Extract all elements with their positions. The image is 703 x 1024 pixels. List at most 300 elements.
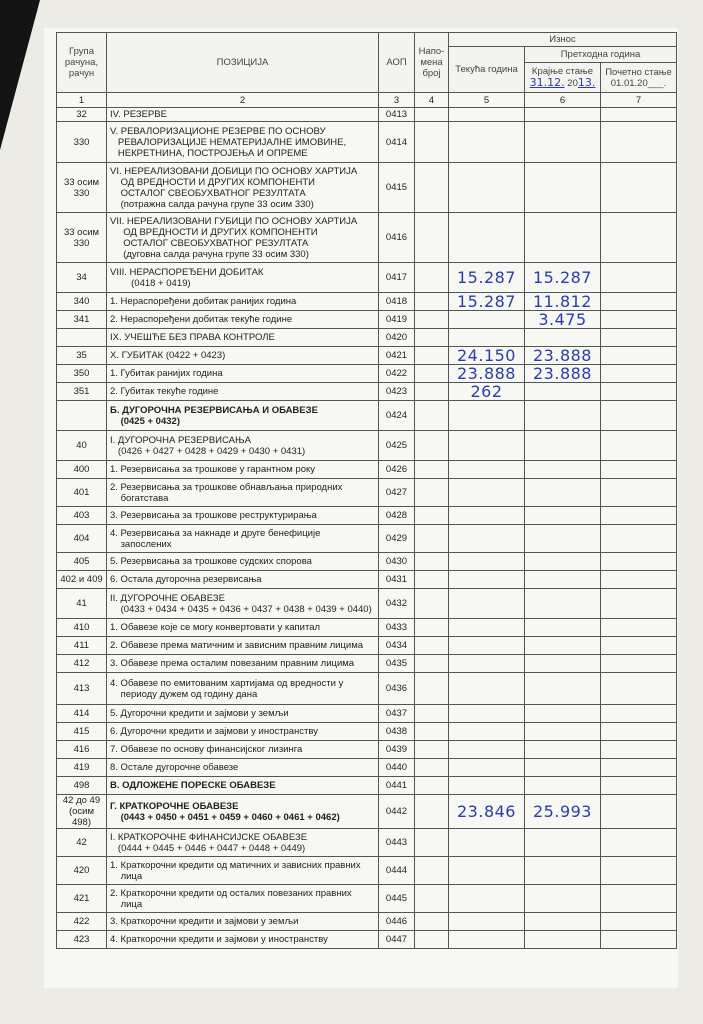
end-state-date-handwritten: 31.12. (529, 76, 565, 89)
row-position-label: 1. Губитак ранијих година (107, 365, 379, 383)
row-aop-code: 0444 (379, 857, 415, 885)
row-aop-code: 0445 (379, 885, 415, 913)
row-current-year-value (449, 525, 525, 553)
row-note (415, 213, 449, 263)
row-position-label: I. КРАТКОРОЧНЕ ФИНАНСИЈСКЕ ОБАВЕЗЕ (0444 + 0445 + 0446 + 0447 + 0448 + 0449) (107, 829, 379, 857)
row-position-label: 1. Краткорочни кредити од матичних и зависних правних лица (107, 857, 379, 885)
row-note (415, 365, 449, 383)
end-state-year-prefix: 20 (567, 78, 578, 89)
table-row (57, 365, 677, 383)
row-previous-year-end-value (525, 431, 601, 461)
header-note: Напо- мена број (415, 33, 449, 93)
row-position-label: 6. Дугорочни кредити и зајмови у иностранству (107, 723, 379, 741)
row-aop-code: 0430 (379, 553, 415, 571)
row-previous-year-end-value (525, 723, 601, 741)
row-previous-year-end-value (525, 637, 601, 655)
row-position-label: 6. Остала дугорочна резервисања (107, 571, 379, 589)
row-previous-year-end-value (525, 655, 601, 673)
row-current-year-value (449, 479, 525, 507)
row-note (415, 293, 449, 311)
row-aop-code: 0424 (379, 401, 415, 431)
row-current-year-value (449, 931, 525, 949)
row-position-label: 2. Резервисања за трошкове обнављања природних богатстава (107, 479, 379, 507)
row-current-year-value: 262 (449, 383, 525, 401)
row-previous-year-begin-value (601, 829, 677, 857)
row-previous-year-end-value (525, 213, 601, 263)
table-row (57, 293, 677, 311)
row-current-year-value (449, 329, 525, 347)
row-group-code: 330 (57, 122, 107, 163)
row-group-code: 402 и 409 (57, 571, 107, 589)
row-previous-year-end-value (525, 913, 601, 931)
row-previous-year-end-value (525, 857, 601, 885)
row-position-label: 5. Резервисања за трошкове судских спорова (107, 553, 379, 571)
table-row (57, 777, 677, 795)
row-note (415, 461, 449, 479)
row-position-label: VI. НЕРЕАЛИЗОВАНИ ДОБИЦИ ПО ОСНОВУ ХАРТИЈА ОД ВРЕДНОСТИ И ДРУГИХ КОМПОНЕНТИ ОСТАЛОГ СВЕОБУХВАТНОГ РЕЗУЛТАТА (потражна салда рачуна групе 33 осим 330) (107, 163, 379, 213)
row-group-code: 33 осим 330 (57, 163, 107, 213)
table-row (57, 673, 677, 705)
row-aop-code: 0433 (379, 619, 415, 637)
row-aop-code: 0434 (379, 637, 415, 655)
row-previous-year-begin-value (601, 329, 677, 347)
row-previous-year-begin-value (601, 525, 677, 553)
row-group-code: 498 (57, 777, 107, 795)
row-previous-year-end-value (525, 741, 601, 759)
row-position-label: 4. Обавезе по емитованим хартијама од вредности у периоду дужем од годину дана (107, 673, 379, 705)
row-position-label: IX. УЧЕШЋЕ БЕЗ ПРАВА КОНТРОЛЕ (107, 329, 379, 347)
row-previous-year-begin-value (601, 213, 677, 263)
row-current-year-value (449, 673, 525, 705)
row-note (415, 431, 449, 461)
row-note (415, 401, 449, 431)
row-previous-year-begin-value (601, 705, 677, 723)
header-group: Група рачуна, рачун (57, 33, 107, 93)
row-current-year-value (449, 401, 525, 431)
row-previous-year-end-value: 23.888 (525, 347, 601, 365)
row-note (415, 108, 449, 122)
table-row (57, 263, 677, 293)
row-current-year-value (449, 885, 525, 913)
row-previous-year-begin-value (601, 163, 677, 213)
row-position-label: 4. Резервисања за накнаде и друге бенефиције запослених (107, 525, 379, 553)
table-row (57, 913, 677, 931)
row-position-label: 1. Обавезе које се могу конвертовати у капитал (107, 619, 379, 637)
row-group-code: 416 (57, 741, 107, 759)
row-previous-year-begin-value (601, 795, 677, 829)
row-note (415, 741, 449, 759)
table-row (57, 108, 677, 122)
row-previous-year-begin-value (601, 885, 677, 913)
end-state-prefix: Крајње стање (531, 66, 594, 77)
row-position-label: VII. НЕРЕАЛИЗОВАНИ ГУБИЦИ ПО ОСНОВУ ХАРТИЈА ОД ВРЕДНОСТИ И ДРУГИХ КОМПОНЕНТИ ОСТАЛОГ СВЕОБУХВАТНОГ РЕЗУЛТАТА (дуговна салда рачуна групе 33 осим 330) (107, 213, 379, 263)
row-current-year-value (449, 723, 525, 741)
row-previous-year-begin-value (601, 723, 677, 741)
row-previous-year-begin-value (601, 122, 677, 163)
row-previous-year-begin-value (601, 741, 677, 759)
row-aop-code: 0416 (379, 213, 415, 263)
row-previous-year-begin-value (601, 619, 677, 637)
row-position-label: 2. Краткорочни кредити од осталих повезаних правних лица (107, 885, 379, 913)
row-position-label: 2. Обавезе према матичним и зависним правним лицима (107, 637, 379, 655)
table-row (57, 553, 677, 571)
row-note (415, 525, 449, 553)
row-previous-year-end-value (525, 829, 601, 857)
column-number: 3 (379, 93, 415, 108)
row-note (415, 589, 449, 619)
header-aop: АОП (379, 33, 415, 93)
row-aop-code: 0443 (379, 829, 415, 857)
row-note (415, 829, 449, 857)
row-aop-code: 0431 (379, 571, 415, 589)
row-previous-year-end-value (525, 461, 601, 479)
row-previous-year-begin-value (601, 913, 677, 931)
row-previous-year-end-value (525, 705, 601, 723)
row-previous-year-begin-value (601, 479, 677, 507)
table-body (57, 108, 677, 949)
table-row (57, 829, 677, 857)
row-group-code: 404 (57, 525, 107, 553)
row-previous-year-end-value: 11.812 (525, 293, 601, 311)
row-position-label: Б. ДУГОРОЧНА РЕЗЕРВИСАЊА И ОБАВЕЗЕ (0425 + 0432) (107, 401, 379, 431)
row-aop-code: 0435 (379, 655, 415, 673)
row-previous-year-begin-value (601, 383, 677, 401)
row-previous-year-begin-value (601, 263, 677, 293)
row-current-year-value (449, 122, 525, 163)
table-row (57, 589, 677, 619)
row-aop-code: 0418 (379, 293, 415, 311)
row-position-label: VIII. НЕРАСПОРЕЂЕНИ ДОБИТАК (0418 + 0419) (107, 263, 379, 293)
table-row (57, 461, 677, 479)
row-group-code: 421 (57, 885, 107, 913)
row-previous-year-end-value (525, 479, 601, 507)
row-aop-code: 0425 (379, 431, 415, 461)
row-current-year-value (449, 741, 525, 759)
row-position-label: 7. Обавезе по основу финансијског лизинга (107, 741, 379, 759)
row-position-label: Г. КРАТКОРОЧНЕ ОБАВЕЗЕ (0443 + 0450 + 0451 + 0459 + 0460 + 0461 + 0462) (107, 795, 379, 829)
table-row (57, 759, 677, 777)
row-note (415, 777, 449, 795)
row-note (415, 571, 449, 589)
row-previous-year-end-value (525, 525, 601, 553)
row-group-code: 419 (57, 759, 107, 777)
row-group-code: 40 (57, 431, 107, 461)
row-current-year-value (449, 311, 525, 329)
row-note (415, 479, 449, 507)
row-aop-code: 0440 (379, 759, 415, 777)
row-current-year-value (449, 589, 525, 619)
row-aop-code: 0429 (379, 525, 415, 553)
row-current-year-value (449, 705, 525, 723)
row-note (415, 637, 449, 655)
row-current-year-value: 23.888 (449, 365, 525, 383)
row-aop-code: 0417 (379, 263, 415, 293)
row-current-year-value: 15.287 (449, 293, 525, 311)
row-current-year-value (449, 619, 525, 637)
row-aop-code: 0415 (379, 163, 415, 213)
row-current-year-value (449, 777, 525, 795)
row-note (415, 311, 449, 329)
row-group-code: 34 (57, 263, 107, 293)
row-previous-year-begin-value (601, 931, 677, 949)
column-number: 6 (525, 93, 601, 108)
header-current-year: Текућа година (449, 47, 525, 93)
header-begin-state: Почетно стање 01.01.20___. (601, 63, 677, 93)
table-row (57, 619, 677, 637)
row-position-label: II. ДУГОРОЧНЕ ОБАВЕЗЕ (0433 + 0434 + 0435 + 0436 + 0437 + 0438 + 0439 + 0440) (107, 589, 379, 619)
row-aop-code: 0447 (379, 931, 415, 949)
row-group-code: 32 (57, 108, 107, 122)
row-note (415, 759, 449, 777)
row-note (415, 619, 449, 637)
column-number: 1 (57, 93, 107, 108)
row-current-year-value (449, 829, 525, 857)
table-row (57, 795, 677, 829)
header-amount: Износ (449, 33, 677, 47)
row-group-code: 414 (57, 705, 107, 723)
row-aop-code: 0414 (379, 122, 415, 163)
table-row (57, 431, 677, 461)
row-previous-year-end-value (525, 122, 601, 163)
table-row (57, 401, 677, 431)
row-aop-code: 0413 (379, 108, 415, 122)
row-previous-year-end-value (525, 163, 601, 213)
row-current-year-value (449, 213, 525, 263)
row-note (415, 122, 449, 163)
row-group-code: 350 (57, 365, 107, 383)
row-group-code: 340 (57, 293, 107, 311)
row-note (415, 931, 449, 949)
row-previous-year-begin-value (601, 673, 677, 705)
row-group-code: 405 (57, 553, 107, 571)
row-previous-year-end-value (525, 885, 601, 913)
row-group-code: 411 (57, 637, 107, 655)
row-current-year-value (449, 913, 525, 931)
row-previous-year-end-value (525, 619, 601, 637)
row-note (415, 655, 449, 673)
row-previous-year-end-value: 23.888 (525, 365, 601, 383)
table-row (57, 311, 677, 329)
row-aop-code: 0422 (379, 365, 415, 383)
row-note (415, 723, 449, 741)
row-group-code: 351 (57, 383, 107, 401)
row-position-label: 3. Резервисања за трошкове реструктурирања (107, 507, 379, 525)
row-aop-code: 0441 (379, 777, 415, 795)
row-previous-year-begin-value (601, 293, 677, 311)
row-group-code: 420 (57, 857, 107, 885)
row-current-year-value (449, 507, 525, 525)
row-note (415, 507, 449, 525)
row-current-year-value (449, 759, 525, 777)
row-previous-year-end-value: 25.993 (525, 795, 601, 829)
row-current-year-value: 15.287 (449, 263, 525, 293)
row-group-code: 42 до 49 (осим 498) (57, 795, 107, 829)
table-row (57, 479, 677, 507)
row-note (415, 383, 449, 401)
row-position-label: 1. Нераспоређени добитак ранијих година (107, 293, 379, 311)
table-row (57, 931, 677, 949)
row-previous-year-end-value: 15.287 (525, 263, 601, 293)
scan-corner-shadow (0, 0, 40, 150)
row-position-label: IV. РЕЗЕРВЕ (107, 108, 379, 122)
row-previous-year-end-value (525, 383, 601, 401)
row-note (415, 163, 449, 213)
row-aop-code: 0423 (379, 383, 415, 401)
row-group-code: 35 (57, 347, 107, 365)
row-aop-code: 0419 (379, 311, 415, 329)
balance-sheet-table (56, 32, 677, 949)
row-aop-code: 0436 (379, 673, 415, 705)
row-current-year-value (449, 108, 525, 122)
table-row (57, 329, 677, 347)
table-row (57, 347, 677, 365)
table-row (57, 885, 677, 913)
row-previous-year-begin-value (601, 507, 677, 525)
row-previous-year-end-value (525, 329, 601, 347)
row-aop-code: 0421 (379, 347, 415, 365)
row-previous-year-begin-value (601, 431, 677, 461)
row-current-year-value (449, 637, 525, 655)
row-position-label: 5. Дугорочни кредити и зајмови у земљи (107, 705, 379, 723)
row-previous-year-begin-value (601, 461, 677, 479)
header-previous-year: Претходна година (525, 47, 677, 63)
row-group-code: 41 (57, 589, 107, 619)
row-position-label: 2. Губитак текуће године (107, 383, 379, 401)
table-row (57, 723, 677, 741)
row-previous-year-begin-value (601, 108, 677, 122)
row-position-label: 3. Краткорочни кредити и зајмови у земљи (107, 913, 379, 931)
row-group-code: 423 (57, 931, 107, 949)
row-current-year-value (449, 461, 525, 479)
row-aop-code: 0420 (379, 329, 415, 347)
row-previous-year-begin-value (601, 637, 677, 655)
row-position-label: 8. Остале дугорочне обавезе (107, 759, 379, 777)
row-aop-code: 0432 (379, 589, 415, 619)
row-previous-year-begin-value (601, 857, 677, 885)
row-aop-code: 0439 (379, 741, 415, 759)
row-position-label: V. РЕВАЛОРИЗАЦИОНЕ РЕЗЕРВЕ ПО ОСНОВУ РЕВАЛОРИЗАЦИЈЕ НЕМАТЕРИЈАЛНЕ ИМОВИНЕ, НЕКРЕТНИНА, ПОСТРОЈЕЊА И ОПРЕМЕ (107, 122, 379, 163)
table-row (57, 741, 677, 759)
row-previous-year-end-value: 3.475 (525, 311, 601, 329)
row-previous-year-end-value (525, 759, 601, 777)
row-current-year-value (449, 431, 525, 461)
table-row (57, 122, 677, 163)
row-group-code: 415 (57, 723, 107, 741)
row-previous-year-begin-value (601, 401, 677, 431)
row-note (415, 347, 449, 365)
end-state-year-handwritten: 13. (577, 76, 596, 89)
table-row (57, 655, 677, 673)
table-row (57, 525, 677, 553)
row-previous-year-begin-value (601, 571, 677, 589)
row-position-label: 2. Нераспоређени добитак текуће године (107, 311, 379, 329)
row-previous-year-begin-value (601, 655, 677, 673)
row-previous-year-end-value (525, 401, 601, 431)
header-end-state (525, 63, 601, 93)
row-current-year-value (449, 571, 525, 589)
row-position-label: 4. Краткорочни кредити и зајмови у иностранству (107, 931, 379, 949)
row-previous-year-end-value (525, 507, 601, 525)
row-aop-code: 0446 (379, 913, 415, 931)
table-row (57, 571, 677, 589)
row-current-year-value: 23.846 (449, 795, 525, 829)
row-aop-code: 0438 (379, 723, 415, 741)
row-note (415, 795, 449, 829)
row-previous-year-begin-value (601, 759, 677, 777)
column-number: 5 (449, 93, 525, 108)
row-note (415, 329, 449, 347)
row-group-code: 412 (57, 655, 107, 673)
row-group-code (57, 329, 107, 347)
row-group-code (57, 401, 107, 431)
row-note (415, 913, 449, 931)
row-aop-code: 0437 (379, 705, 415, 723)
row-group-code: 42 (57, 829, 107, 857)
column-number: 7 (601, 93, 677, 108)
row-current-year-value (449, 857, 525, 885)
row-previous-year-begin-value (601, 365, 677, 383)
row-position-label: 3. Обавезе према осталим повезаним правним лицима (107, 655, 379, 673)
row-previous-year-begin-value (601, 311, 677, 329)
row-aop-code: 0426 (379, 461, 415, 479)
table-row (57, 705, 677, 723)
row-group-code: 422 (57, 913, 107, 931)
row-current-year-value (449, 655, 525, 673)
row-group-code: 413 (57, 673, 107, 705)
row-group-code: 400 (57, 461, 107, 479)
row-position-label: I. ДУГОРОЧНА РЕЗЕРВИСАЊА (0426 + 0427 + 0428 + 0429 + 0430 + 0431) (107, 431, 379, 461)
column-number: 2 (107, 93, 379, 108)
row-aop-code: 0428 (379, 507, 415, 525)
row-previous-year-begin-value (601, 347, 677, 365)
table-row (57, 213, 677, 263)
row-previous-year-end-value (525, 553, 601, 571)
row-note (415, 885, 449, 913)
row-previous-year-end-value (525, 777, 601, 795)
row-previous-year-end-value (525, 673, 601, 705)
table-row (57, 857, 677, 885)
table-row (57, 507, 677, 525)
table-row (57, 383, 677, 401)
row-group-code: 401 (57, 479, 107, 507)
row-note (415, 705, 449, 723)
row-position-label: 1. Резервисања за трошкове у гарантном року (107, 461, 379, 479)
row-previous-year-begin-value (601, 589, 677, 619)
row-current-year-value (449, 163, 525, 213)
row-previous-year-end-value (525, 571, 601, 589)
row-note (415, 673, 449, 705)
row-aop-code: 0442 (379, 795, 415, 829)
row-group-code: 410 (57, 619, 107, 637)
table-row (57, 163, 677, 213)
row-note (415, 857, 449, 885)
row-group-code: 403 (57, 507, 107, 525)
column-numbers-row (57, 93, 677, 108)
row-previous-year-end-value (525, 589, 601, 619)
row-aop-code: 0427 (379, 479, 415, 507)
row-previous-year-end-value (525, 108, 601, 122)
row-current-year-value: 24.150 (449, 347, 525, 365)
row-previous-year-begin-value (601, 553, 677, 571)
column-number: 4 (415, 93, 449, 108)
row-position-label: В. ОДЛОЖЕНЕ ПОРЕСКЕ ОБАВЕЗЕ (107, 777, 379, 795)
row-group-code: 33 осим 330 (57, 213, 107, 263)
row-group-code: 341 (57, 311, 107, 329)
header-position: ПОЗИЦИЈА (107, 33, 379, 93)
row-note (415, 553, 449, 571)
row-previous-year-begin-value (601, 777, 677, 795)
row-current-year-value (449, 553, 525, 571)
